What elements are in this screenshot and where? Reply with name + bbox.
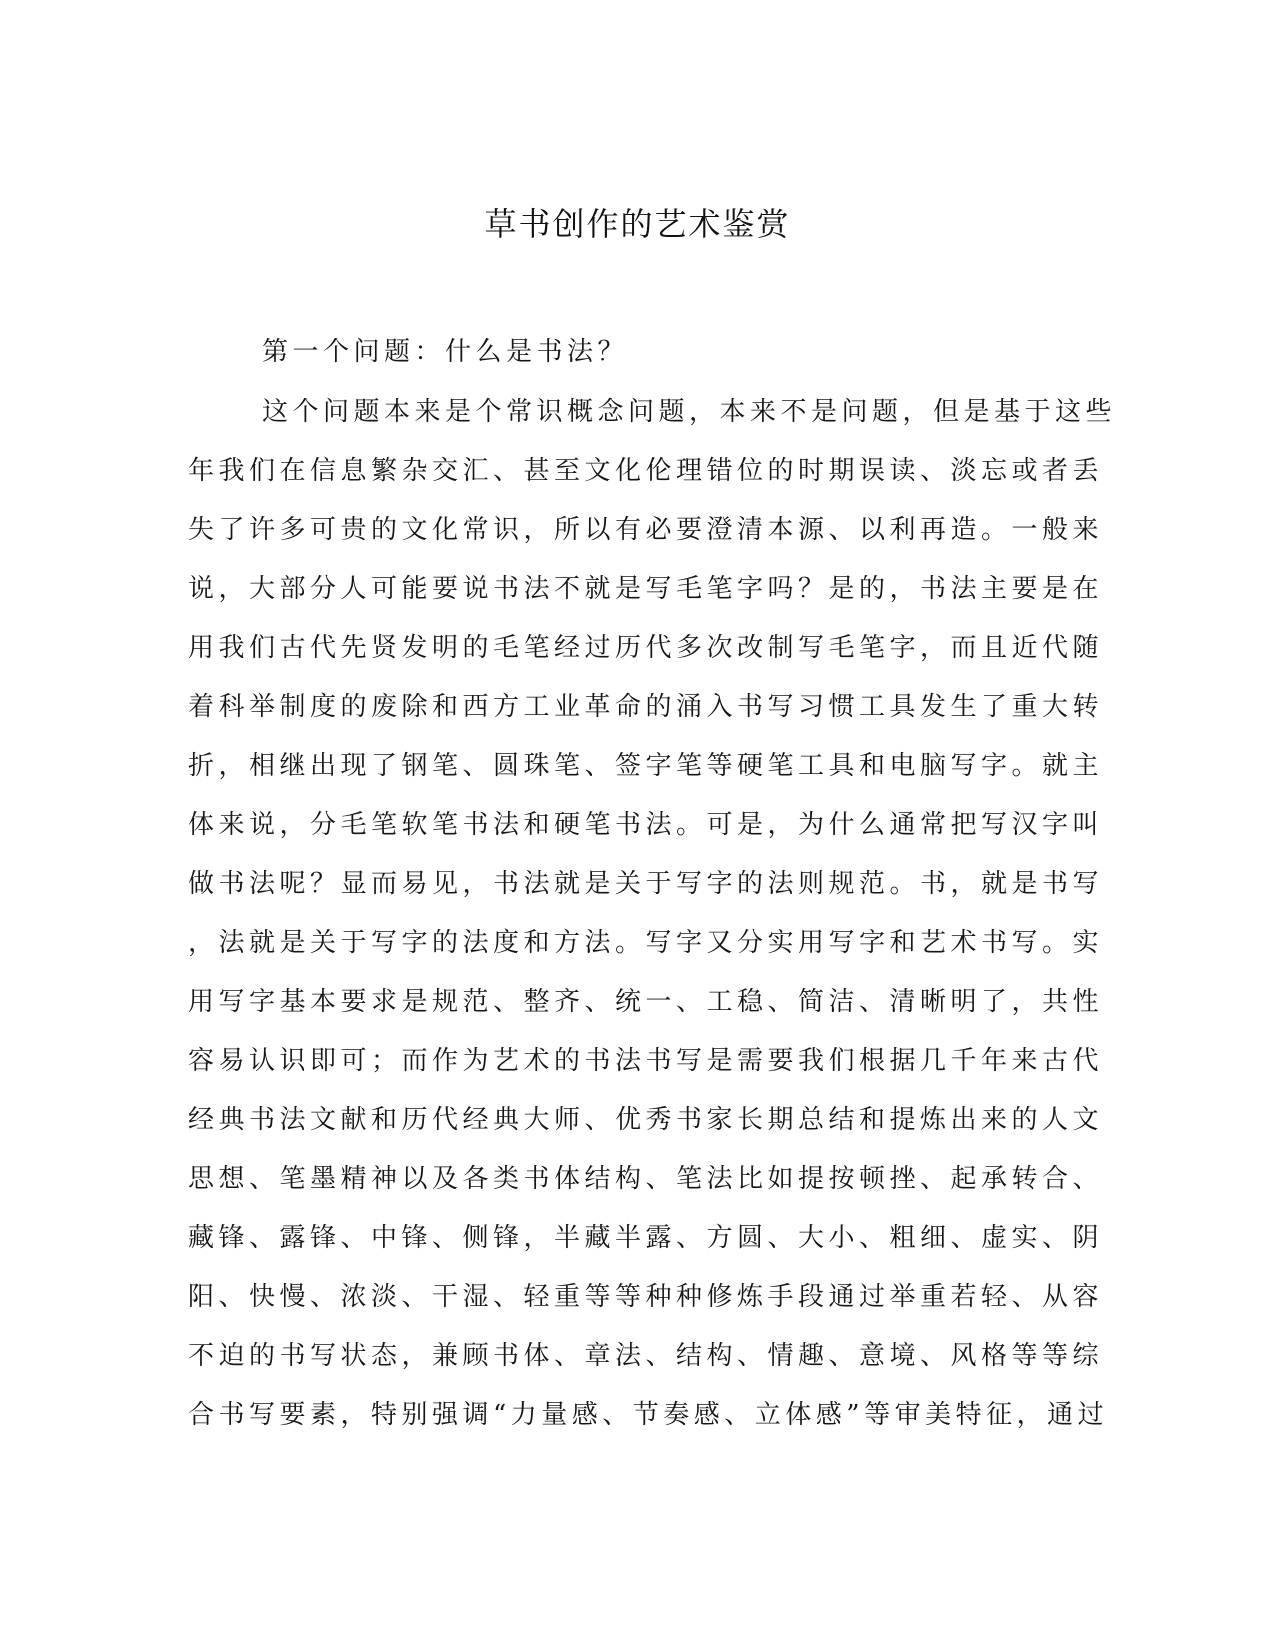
paragraph-line: 失了许多可贵的文化常识，所以有必要澄清本源、以利再造。一般来 bbox=[188, 515, 1104, 545]
paragraph-line: 体来说，分毛笔软笔书法和硬笔书法。可是，为什么通常把写汉字叫 bbox=[188, 810, 1104, 840]
paragraph-line: 说，大部分人可能要说书法不就是写毛笔字吗？是的，书法主要是在 bbox=[188, 574, 1104, 604]
paragraph-line: 用写字基本要求是规范、整齐、统一、工稳、简洁、清晰明了，共性 bbox=[188, 987, 1104, 1017]
paragraph-line: 经典书法文献和历代经典大师、优秀书家长期总结和提炼出来的人文 bbox=[188, 1105, 1104, 1135]
paragraph-line: 做书法呢？显而易见，书法就是关于写字的法则规范。书，就是书写 bbox=[188, 869, 1104, 899]
section-heading: 第一个问题：什么是书法？ bbox=[262, 337, 629, 367]
paragraph-line: 藏锋、露锋、中锋、侧锋，半藏半露、方圆、大小、粗细、虚实、阴 bbox=[188, 1223, 1104, 1253]
paragraph-line: 思想、笔墨精神以及各类书体结构、笔法比如提按顿挫、起承转合、 bbox=[188, 1164, 1104, 1194]
paragraph-line: 折，相继出现了钢笔、圆珠笔、签字笔等硬笔工具和电脑写字。就主 bbox=[188, 751, 1104, 781]
paragraph-line: 容易认识即可；而作为艺术的书法书写是需要我们根据几千年来古代 bbox=[188, 1046, 1104, 1076]
document-title: 草书创作的艺术鉴赏 bbox=[484, 205, 791, 243]
paragraph-line: 不迫的书写状态，兼顾书体、章法、结构、情趣、意境、风格等等综 bbox=[188, 1341, 1104, 1371]
paragraph-line: 合书写要素，特别强调“力量感、节奏感、立体感”等审美特征，通过 bbox=[188, 1400, 1109, 1430]
paragraph-line: 用我们古代先贤发明的毛笔经过历代多次改制写毛笔字，而且近代随 bbox=[188, 633, 1104, 663]
paragraph-line: 这个问题本来是个常识概念问题，本来不是问题，但是基于这些 bbox=[262, 397, 1117, 427]
paragraph-line: 阳、快慢、浓淡、干湿、轻重等等种种修炼手段通过举重若轻、从容 bbox=[188, 1282, 1104, 1312]
paragraph-line: 年我们在信息繁杂交汇、甚至文化伦理错位的时期误读、淡忘或者丢 bbox=[188, 456, 1104, 486]
paragraph-line: ，法就是关于写字的法度和方法。写字又分实用写字和艺术书写。实 bbox=[188, 928, 1104, 958]
paragraph-line: 着科举制度的废除和西方工业革命的涌入书写习惯工具发生了重大转 bbox=[188, 692, 1104, 722]
